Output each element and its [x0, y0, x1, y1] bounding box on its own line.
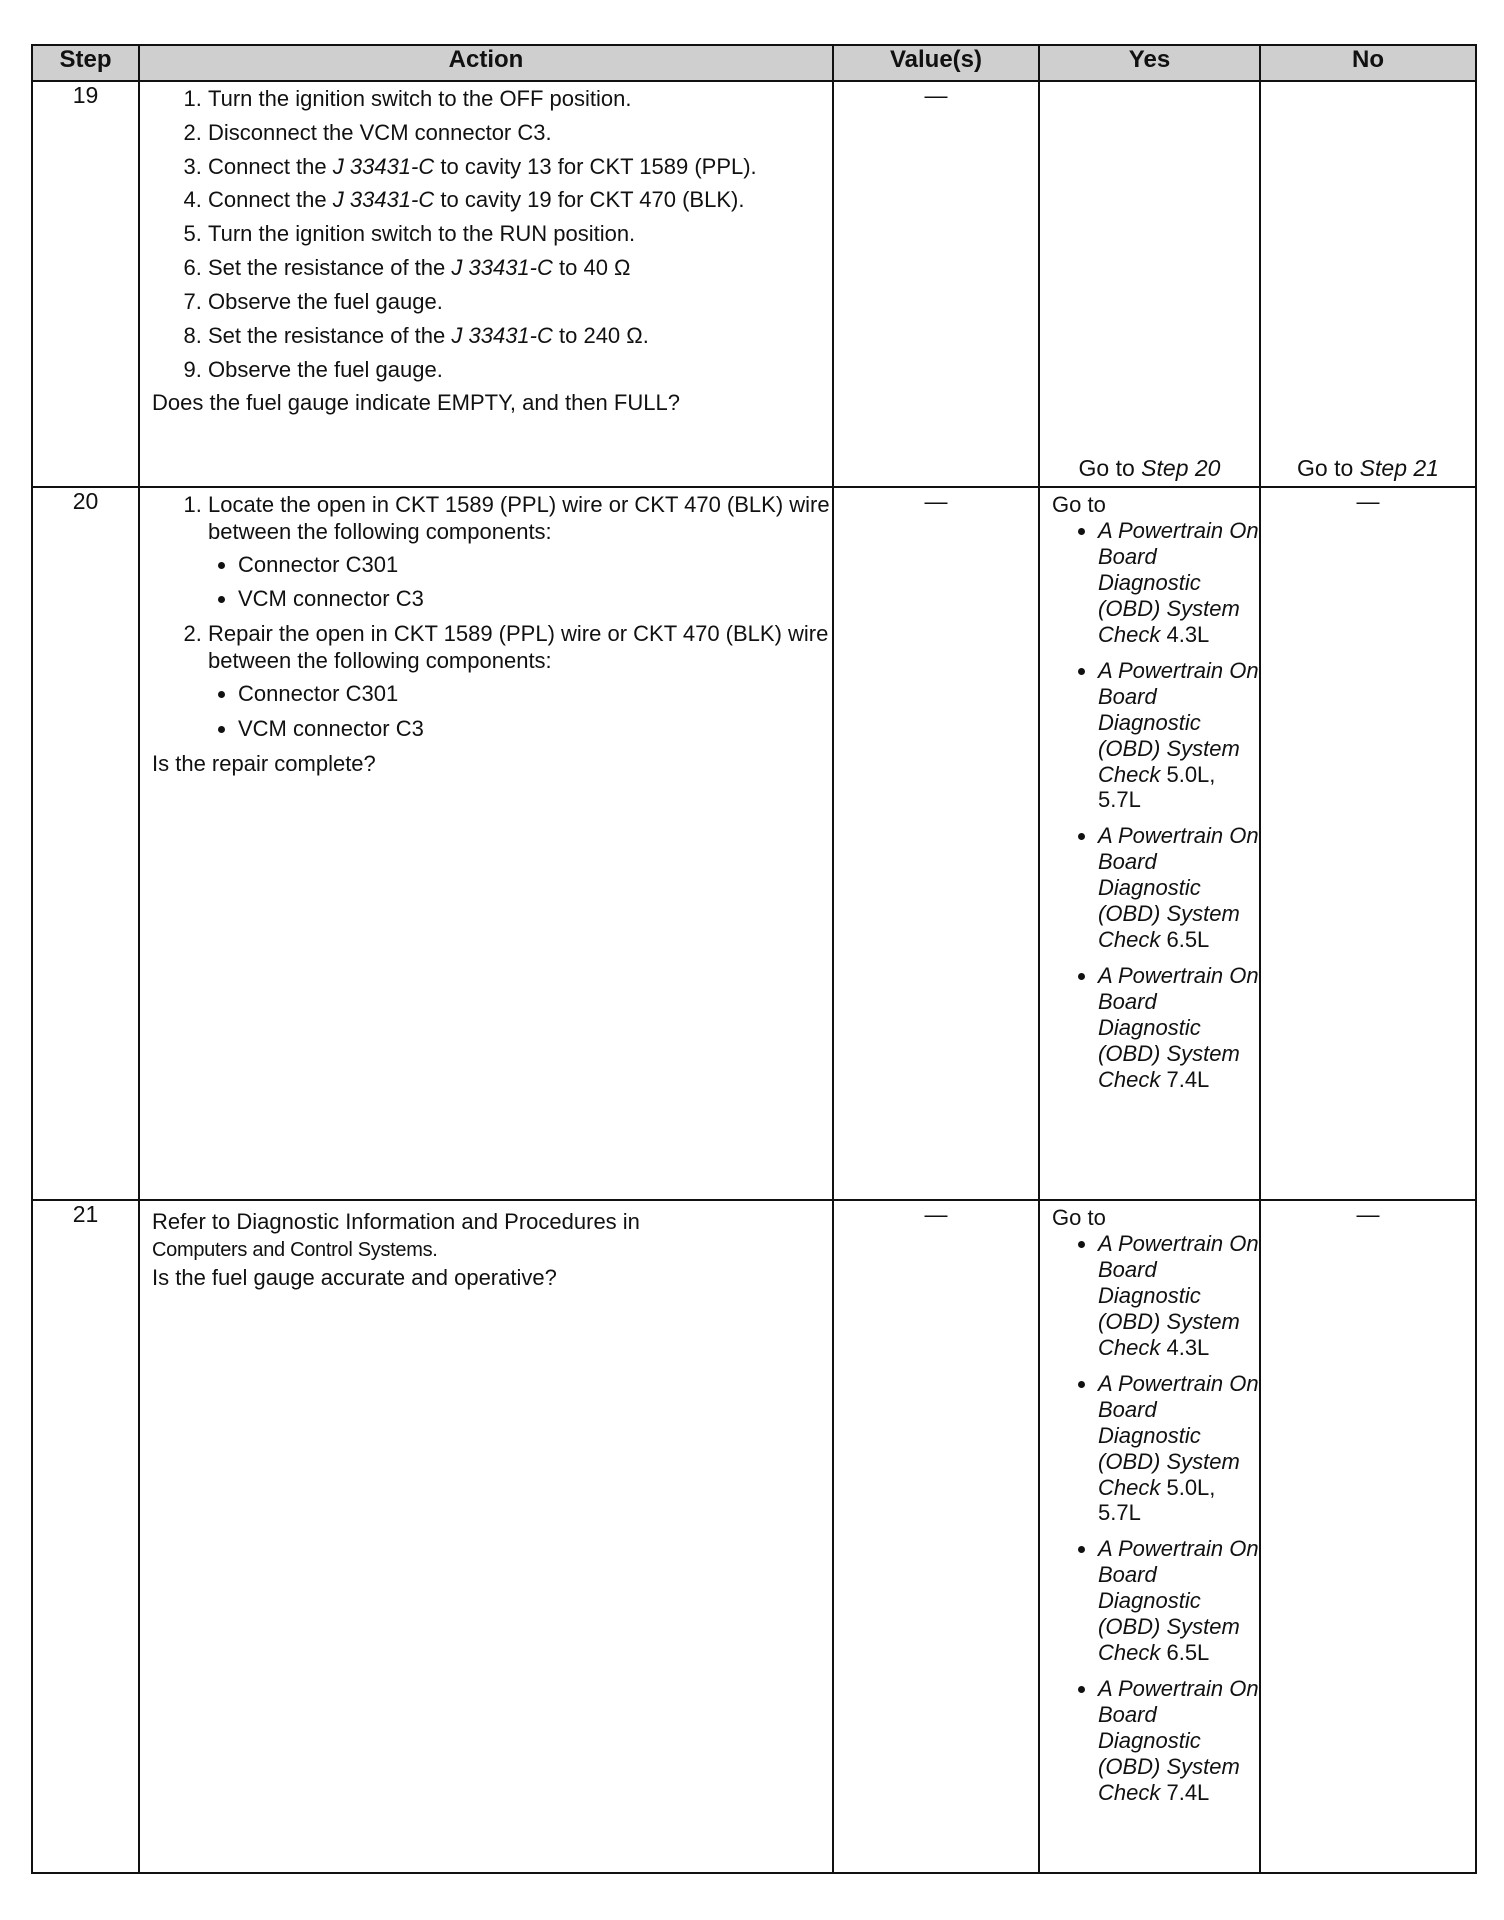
go-to-label: Go to: [1052, 492, 1106, 517]
step-number: 21: [32, 1200, 139, 1873]
action-cell: [139, 1200, 833, 1873]
no-cell: —: [1260, 487, 1476, 1200]
header-yes: Yes: [1039, 45, 1260, 81]
action-step: 9. Observe the fuel gauge.: [208, 357, 832, 384]
action-step: 5. Turn the ignition switch to the RUN position.: [208, 221, 832, 248]
value-cell: —: [833, 1200, 1039, 1873]
header-row: [32, 45, 1476, 81]
component-item: • Connector C301: [238, 552, 832, 579]
table-row-step-19: [32, 81, 1476, 487]
obd-check-link[interactable]: • A Powertrain On Board Diagnostic (OBD) System Check 4.3L: [1098, 518, 1259, 648]
action-steps-list: [140, 86, 832, 383]
action-step: 1. Turn the ignition switch to the OFF position.: [208, 86, 832, 113]
header-values: Value(s): [833, 45, 1039, 81]
action-step: 3. Connect the J 33431-C to cavity 13 for CKT 1589 (PPL).: [208, 154, 832, 181]
action-step: 8. Set the resistance of the J 33431-C to 240 Ω.: [208, 323, 832, 350]
step-question: Does the fuel gauge indicate EMPTY, and then FULL?: [152, 390, 680, 416]
action-steps-list: [140, 492, 832, 743]
obd-check-link[interactable]: • A Powertrain On Board Diagnostic (OBD) System Check 6.5L: [1098, 1536, 1259, 1666]
step-number: 20: [32, 487, 139, 1200]
action-step: 2. Repair the open in CKT 1589 (PPL) wire or CKT 470 (BLK) wire between the following components: • Connector C301 • VCM connector C3: [208, 621, 832, 742]
yes-step-link[interactable]: Step 20: [1141, 455, 1221, 481]
action-step: 6. Set the resistance of the J 33431-C to 40 Ω: [208, 255, 832, 282]
step-question: Is the fuel gauge accurate and operative?: [152, 1264, 557, 1290]
action-step: 2. Disconnect the VCM connector C3.: [208, 120, 832, 147]
component-item: • Connector C301: [238, 681, 832, 708]
tool-name: J 33431-C: [332, 187, 435, 213]
header-step: Step: [32, 45, 139, 81]
value-cell: —: [833, 487, 1039, 1200]
obd-check-link[interactable]: • A Powertrain On Board Diagnostic (OBD) System Check 7.4L: [1098, 1676, 1259, 1806]
action-cell: [139, 81, 833, 487]
obd-check-link[interactable]: • A Powertrain On Board Diagnostic (OBD) System Check 4.3L: [1098, 1231, 1259, 1361]
step-number: 19: [32, 81, 139, 487]
obd-check-link[interactable]: • A Powertrain On Board Diagnostic (OBD) System Check 6.5L: [1098, 823, 1259, 953]
yes-cell: [1039, 1200, 1260, 1873]
header-action: Action: [139, 45, 833, 81]
obd-check-list: [1040, 518, 1259, 1093]
tool-name: J 33431-C: [332, 153, 435, 179]
component-list: [208, 681, 832, 743]
tool-name: J 33431-C: [451, 255, 553, 281]
component-item: • VCM connector C3: [238, 716, 832, 743]
value-cell: —: [833, 81, 1039, 487]
no-cell: —: [1260, 1200, 1476, 1873]
obd-check-link[interactable]: • A Powertrain On Board Diagnostic (OBD) System Check 7.4L: [1098, 963, 1259, 1093]
obd-check-link[interactable]: • A Powertrain On Board Diagnostic (OBD) System Check 5.0L, 5.7L: [1098, 1371, 1259, 1527]
component-list: [208, 552, 832, 614]
table-row-step-20: [32, 487, 1476, 1200]
refer-text: Refer to Diagnostic Information and Procedures in Computers and Control Systems.: [152, 1209, 640, 1261]
table-row-step-21: [32, 1200, 1476, 1873]
action-step: 4. Connect the J 33431-C to cavity 19 for CKT 470 (BLK).: [208, 187, 832, 214]
no-step-link[interactable]: Step 21: [1359, 455, 1439, 481]
tool-name: J 33431-C: [451, 322, 553, 348]
go-to-label: Go to: [1052, 1205, 1106, 1230]
action-cell: [139, 487, 833, 1200]
diagnostic-table: [31, 44, 1477, 1874]
yes-cell: [1039, 487, 1260, 1200]
component-item: • VCM connector C3: [238, 586, 832, 613]
action-step: 1. Locate the open in CKT 1589 (PPL) wire or CKT 470 (BLK) wire between the following components: • Connector C301 • VCM connector C3: [208, 492, 832, 613]
action-step: 7. Observe the fuel gauge.: [208, 289, 832, 316]
obd-check-list: [1040, 1231, 1259, 1806]
step-question: Is the repair complete?: [152, 750, 376, 776]
yes-cell: Go to Step 20: [1039, 81, 1260, 487]
manual-section-reference: Computers and Control Systems.: [152, 1238, 438, 1261]
no-cell: Go to Step 21: [1260, 81, 1476, 487]
obd-check-link[interactable]: • A Powertrain On Board Diagnostic (OBD) System Check 5.0L, 5.7L: [1098, 658, 1259, 814]
header-no: No: [1260, 45, 1476, 81]
